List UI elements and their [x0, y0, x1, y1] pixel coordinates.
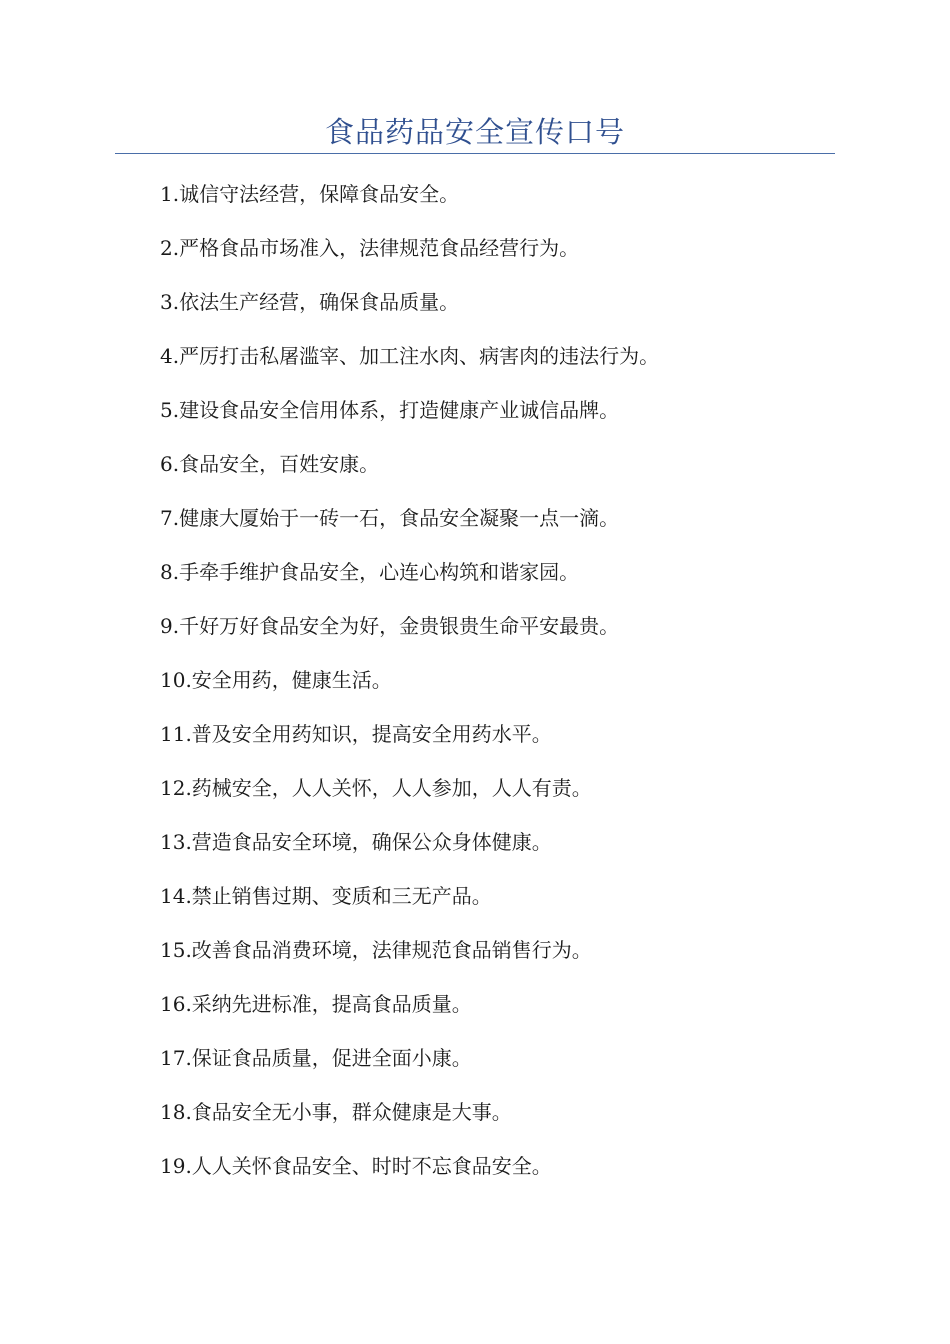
title-underline — [115, 153, 835, 154]
list-item: 6.食品安全，百姓安康。 — [160, 452, 380, 476]
list-item: 13.营造食品安全环境，确保公众身体健康。 — [160, 830, 552, 854]
slogan-list — [160, 180, 659, 1206]
list-item: 15.改善食品消费环境，法律规范食品销售行为。 — [160, 938, 592, 962]
page-title: 食品药品安全宣传口号 — [324, 115, 625, 149]
list-item: 16.采纳先进标准，提高食品质量。 — [160, 992, 472, 1016]
list-item: 5.建设食品安全信用体系，打造健康产业诚信品牌。 — [160, 398, 620, 422]
list-item: 3.依法生产经营，确保食品质量。 — [160, 290, 460, 314]
list-item: 18.食品安全无小事，群众健康是大事。 — [160, 1100, 512, 1124]
list-item: 12.药械安全，人人关怀，人人参加，人人有责。 — [160, 776, 592, 800]
list-item: 10.安全用药，健康生活。 — [160, 668, 392, 692]
list-item: 2.严格食品市场准入，法律规范食品经营行为。 — [160, 236, 580, 260]
list-item: 11.普及安全用药知识，提高安全用药水平。 — [160, 722, 552, 746]
list-item: 9.千好万好食品安全为好，金贵银贵生命平安最贵。 — [160, 614, 620, 638]
list-item: 8.手牵手维护食品安全，心连心构筑和谐家园。 — [160, 560, 580, 584]
list-item: 4.严厉打击私屠滥宰、加工注水肉、病害肉的违法行为。 — [160, 344, 660, 368]
list-item: 17.保证食品质量，促进全面小康。 — [160, 1046, 472, 1070]
list-item: 7.健康大厦始于一砖一石，食品安全凝聚一点一滴。 — [160, 506, 620, 530]
list-item: 1.诚信守法经营，保障食品安全。 — [160, 182, 460, 206]
list-item: 14.禁止销售过期、变质和三无产品。 — [160, 884, 492, 908]
list-item: 19.人人关怀食品安全、时时不忘食品安全。 — [160, 1154, 552, 1178]
